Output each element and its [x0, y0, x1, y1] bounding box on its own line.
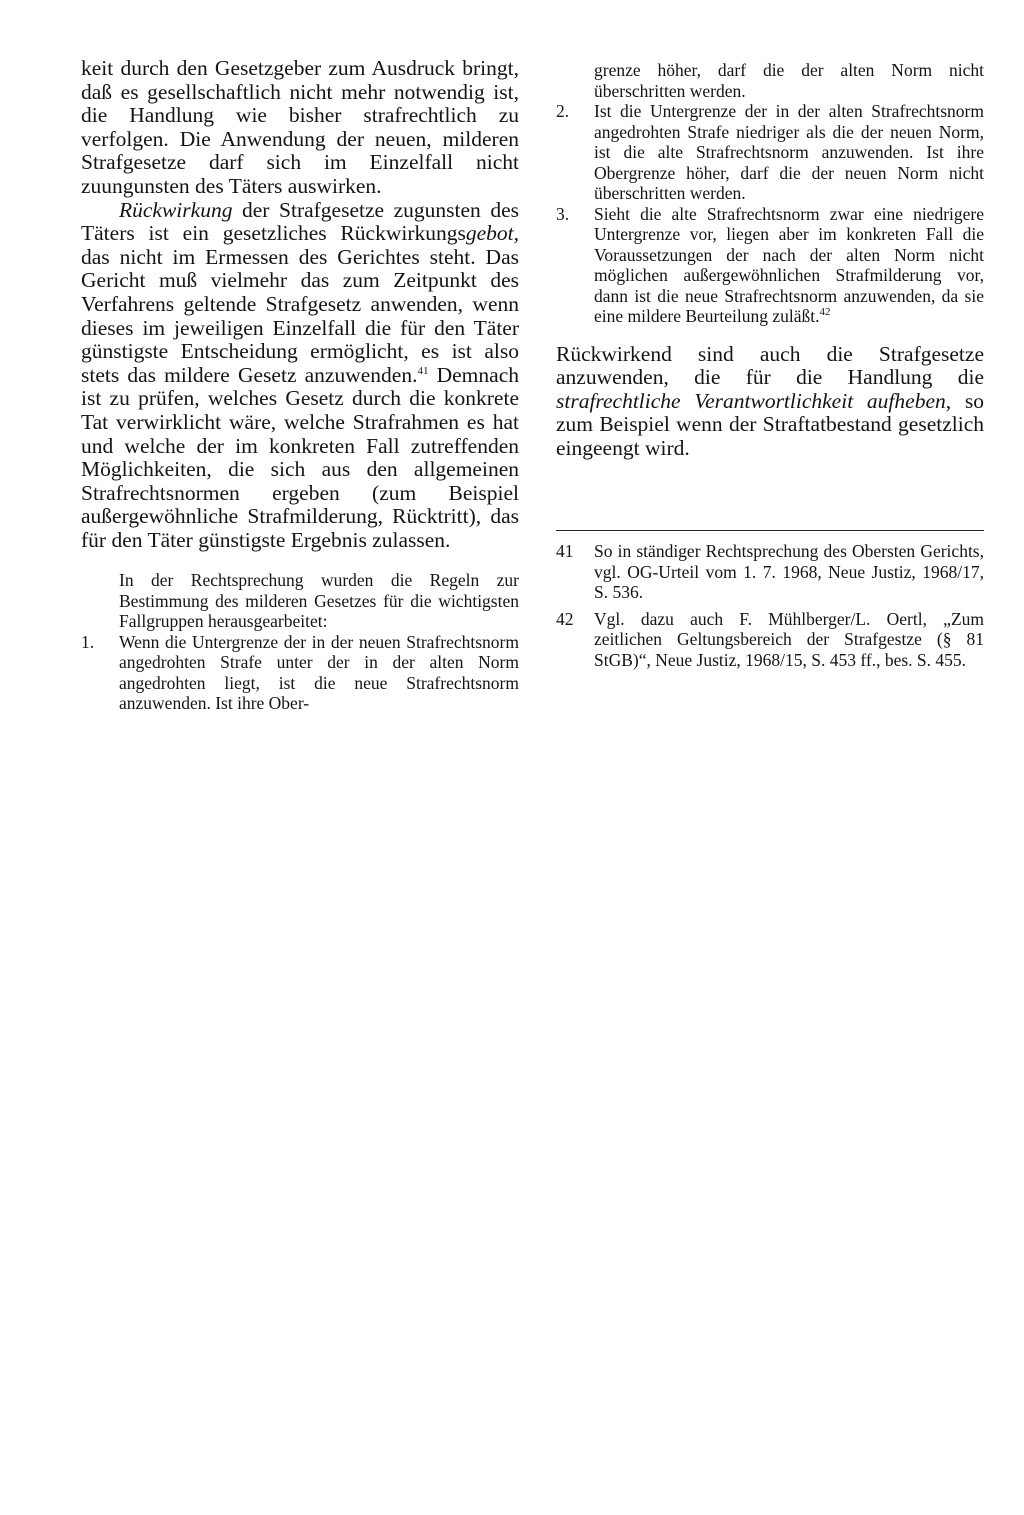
right-column: [556, 60, 984, 670]
paragraph-continuation: keit durch den Gesetzgeber zum Ausdruck bringt, daß es gesellschaftlich nicht mehr notwendig ist, die Handlung wie bisher strafrechtlich zu verfolgen. Die Anwendung der neuen, milderen Strafgesetze darf sich im Einzelfall nicht zuungunsten des Täters auswirken.: [81, 56, 519, 198]
left-column: [81, 57, 519, 714]
list-item-number: 2.: [556, 101, 570, 121]
footnote-text: Vgl. dazu auch F. Mühlberger/L. Oertl, „Zum zeitlichen Geltungsbereich der Strafgestze (§ 81 StGB)“, Neue Justiz, 1968/15, S. 453 ff., bes. S. 455.: [594, 608, 984, 670]
emphasis-gebot: gebot,: [465, 221, 519, 246]
footnote-text: So in ständiger Rechtsprechung des Obersten Gerichts, vgl. OG-Urteil vom 1. 7. 1968, Neue Justiz, 1968/17, S. 536.: [594, 541, 984, 603]
list-item-text: Sieht die alte Strafrechtsnorm zwar eine niedrigere Untergrenze vor, liegen aber im konkreten Fall die Voraussetzungen der nach der alten Norm nicht möglichen außergewöhnlichen Strafmilderung vor, dann ist die neue Strafrechtsnorm anzuwenden, da sie eine mildere Beurteilung zuläßt.: [594, 203, 984, 326]
paragraph-rueckwirkung: [81, 199, 519, 553]
list-item-2: [556, 101, 984, 204]
list-item-text: grenze höher, darf die der alten Norm nicht überschritten werden.: [594, 60, 984, 101]
footnote-ref-41[interactable]: 41: [417, 364, 429, 377]
footnote-divider: [556, 530, 984, 531]
list-item-text: Wenn die Untergrenze der in der neuen Strafrechtsnorm angedrohten Strafe unter der in der alten Norm angedrohten liegt, ist die neue Strafrechtsnorm anzuwenden. Ist ihre Ober-: [119, 631, 519, 714]
paragraph-text-b: so zum Beispiel wenn der Straftatbestand gesetzlich eingeengt wird.: [556, 388, 984, 460]
list-item-3: [556, 204, 984, 327]
list-item-number: 3.: [556, 203, 570, 224]
footnote-list: [556, 541, 984, 670]
list-item-1-continued: [556, 60, 984, 101]
footnote-ref-42[interactable]: 42: [819, 306, 831, 319]
paragraph-text-c: Demnach ist zu prüfen, welches Gesetz durch die konkrete Tat verwirklicht wäre, welche Strafrahmen es hat und welche der im konkreten Fall zutreffenden Möglichkeiten, die sich aus den allgemeinen Strafrechtsnormen ergeben (zum Beispiel außergewöhnliche Strafmilderung, Rücktritt), das für den Täter günstigste Ergebnis zulassen.: [81, 362, 519, 552]
footnote-41: [556, 541, 984, 603]
list-item-text: Ist die Untergrenze der in der alten Strafrechtsnorm angedrohten Strafe niedriger als die der neuen Norm, ist die alte Strafrechtsnorm anzuwenden. Ist ihre Obergrenze höher, darf die der neuen Norm nicht überschritten werden.: [594, 101, 984, 203]
rules-list-continued: [556, 60, 984, 327]
paragraph-text-b: das nicht im Ermessen des Gerichtes steht. Das Gericht muß vielmehr das zum Zeitpunkt des Verfahrens geltende Strafgesetz anwenden, wenn dieses im jeweiligen Einzelfall die für den Täter günstigste Entscheidung ermöglicht, es ist also stets das mildere Gesetz anzuwenden.: [81, 244, 519, 387]
list-item-1: [81, 632, 519, 714]
rules-intro: In der Rechtsprechung wurden die Regeln zur Bestimmung des milderen Gesetzes für die wichtigsten Fallgruppen herausgearbeitet:: [119, 570, 519, 632]
emphasis-rueckwirkung: Rückwirkung: [119, 197, 233, 222]
emphasis-verantwortlichkeit: strafrechtliche Verantwortlichkeit aufheben,: [556, 388, 952, 413]
list-item-number: 1.: [81, 631, 95, 652]
footnote-number: 42: [556, 608, 574, 629]
paragraph-text-a: Rückwirkend sind auch die Strafgesetze anzuwenden, die für die Handlung die: [556, 341, 984, 390]
footnotes: [556, 530, 984, 670]
footnote-42: [556, 609, 984, 671]
rules-block: [81, 570, 519, 714]
rules-list: [81, 632, 519, 714]
paragraph-rueckwirkend: [556, 343, 984, 461]
paragraph-text-a: der Strafgesetze zugunsten des Täters ist ein gesetzliches Rückwirkungs: [81, 197, 519, 246]
footnote-number: 41: [556, 541, 574, 562]
